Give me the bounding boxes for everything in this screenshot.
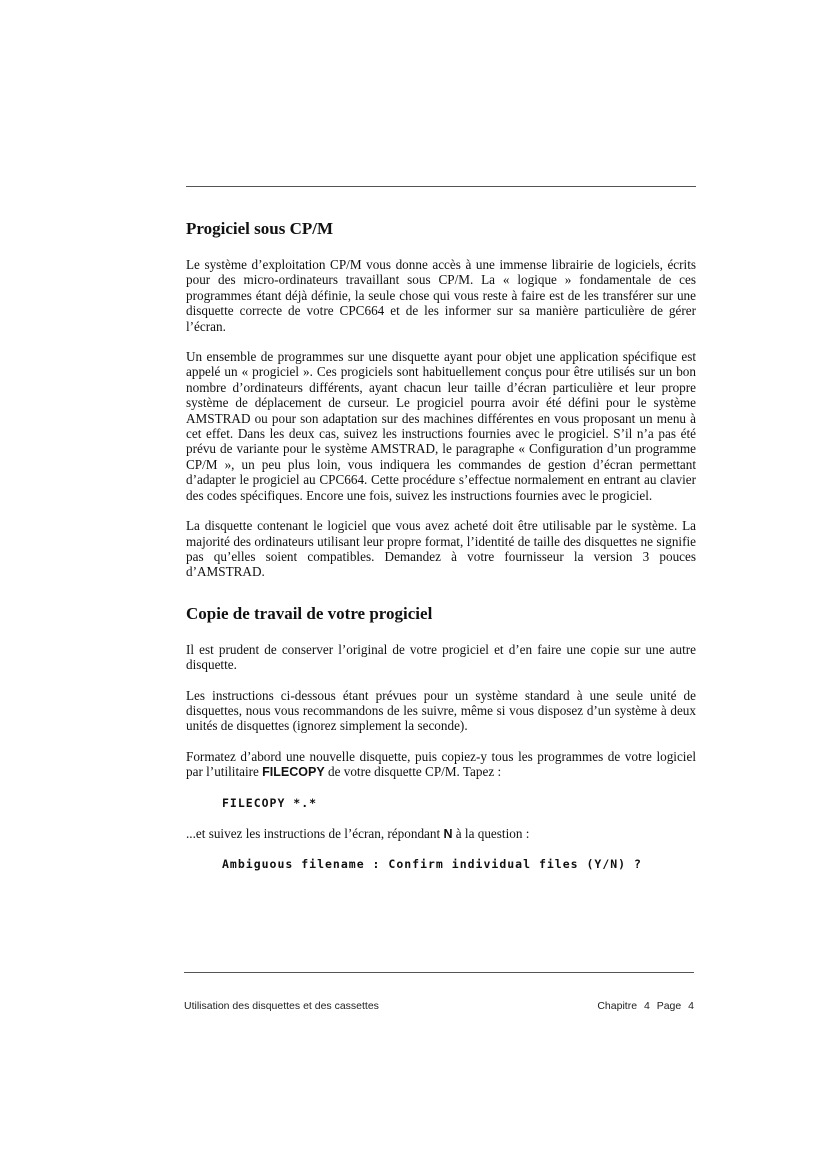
footer-chapter-title: Utilisation des disquettes et des cassettes — [184, 1000, 379, 1012]
command-filecopy: FILECOPY *.* — [222, 795, 318, 810]
paragraph-text: à la question : — [452, 825, 530, 841]
section-title-copie-travail: Copie de travail de votre progiciel — [186, 603, 433, 623]
paragraph: Le système d’exploitation CP/M vous donne accès à une immense librairie de logiciels, écrits pour des micro-ordinateurs travaillant sous CP/M. La « logique » fondamentale de ces programmes étant déjà définie, la seule chose qui vous reste à faire est de les transférer sur une disquette correcte de votre CPC664 et de les informer sur sa manière particulière de gérer l’écran. — [186, 257, 696, 334]
paragraph — [186, 749, 696, 781]
paragraph: Un ensemble de programmes sur une disquette ayant pour objet une application spécifique est appelé un « progiciel ». Ces progiciels sont habituellement conçus pour être utilisés sur un bon nombre d’ordinateurs différents, ayant chacun leur taille d’écran particulière et leur propre système de déplacement de curseur. Le progiciel pourra avoir été défini pour le système AMSTRAD ou pour son adaptation sur des machines différentes en vous proposant un menu à cet effet. Dans les deux cas, suivez les instructions fournies avec le progiciel. S’il n’a pas été prévu de variante pour le système AMSTRAD, le paragraphe « Configuration d’un programme CP/M », un peu plus loin, vous indiquera les commandes de gestion d’écran permettant d’adapter le progiciel au CPC664. Cette procédure s’effectue normalement en entrant au clavier des codes spécifiques. Encore une fois, suivez les instructions fournies avec le progiciel. — [186, 349, 696, 503]
paragraph-text: Formatez d’abord une nouvelle disquette, puis copiez-y tous les programmes de votre logiciel par l’utilitaire — [186, 748, 696, 780]
paragraph-text: ...et suivez les instructions de l’écran, répondant — [186, 825, 444, 841]
section-title-progiciel-cpm: Progiciel sous CP/M — [186, 219, 333, 238]
filecopy-keyword: FILECOPY — [262, 765, 325, 780]
paragraph: Les instructions ci-dessous étant prévues pour un système standard à une seule unité de disquettes, nous vous recommandons de les suivre, même si vous disposez d’un système à deux unités de disquettes (ignorez simplement la seconde). — [186, 687, 696, 734]
paragraph — [186, 826, 696, 842]
paragraph: Il est prudent de conserver l’original de votre progiciel et d’en faire une copie sur une autre disquette. — [186, 641, 696, 673]
page-content — [186, 219, 696, 887]
paragraph-text: de votre disquette CP/M. Tapez : — [324, 764, 502, 780]
footer-rule — [184, 972, 694, 973]
command-prompt-ambiguous: Ambiguous filename : Confirm individual files (Y/N) ? — [222, 856, 642, 871]
answer-keyword: N — [443, 826, 453, 841]
paragraph: La disquette contenant le logiciel que vous avez acheté doit être utilisable par le système. La majorité des ordinateurs utilisant leur propre format, l’identité de taille des disquettes ne signifie pas qu’elles soient compatibles. Demandez à votre fournisseur la version 3 pouces d’AMSTRAD. — [186, 518, 696, 580]
footer-page-number: Chapitre 4 Page 4 — [597, 1000, 694, 1012]
header-rule — [186, 186, 696, 187]
